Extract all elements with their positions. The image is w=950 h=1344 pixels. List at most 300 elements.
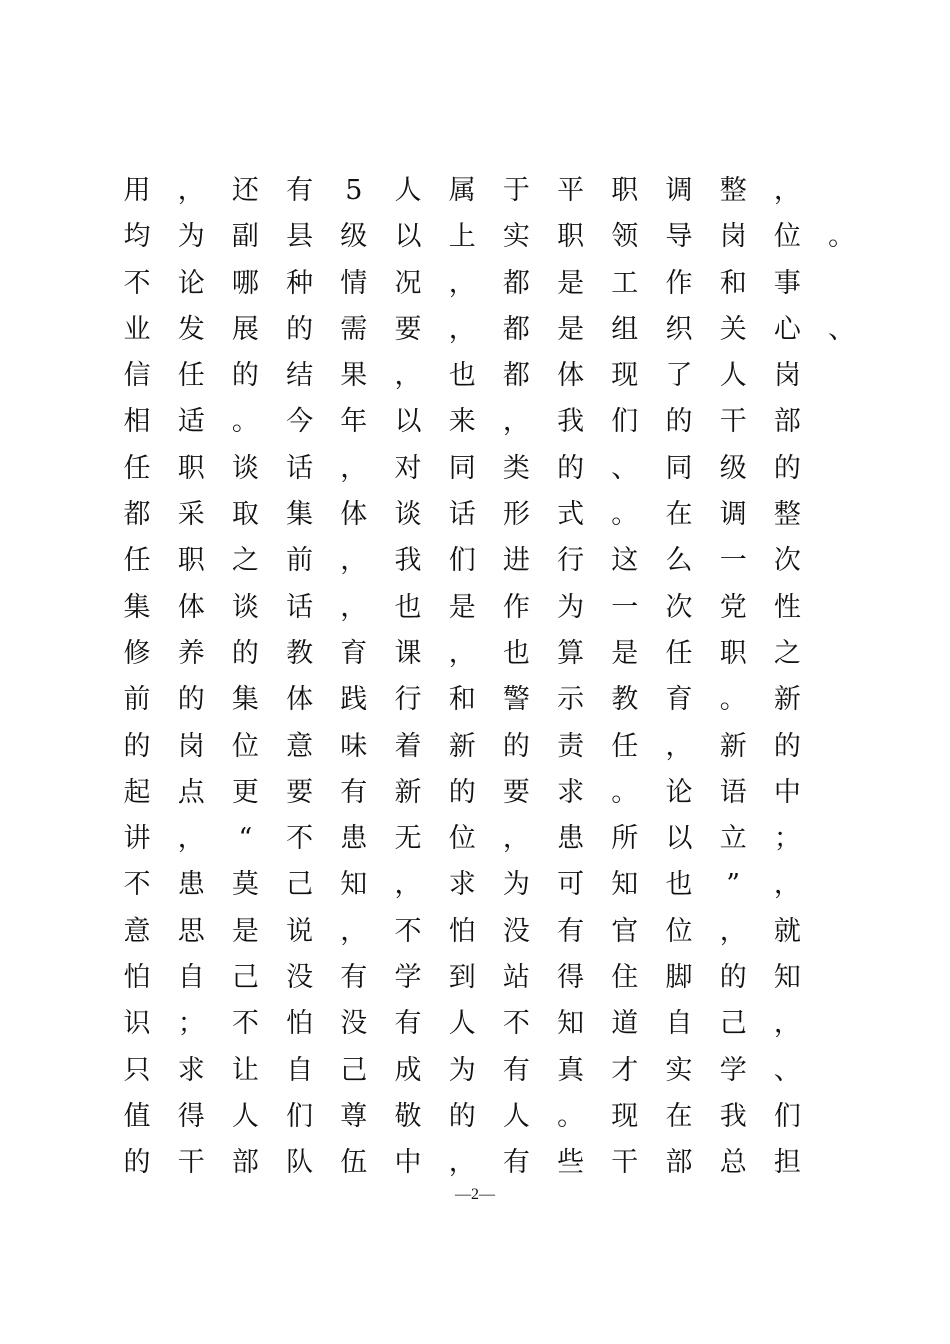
text-char: 的 [286,313,314,345]
text-char: 有 [340,776,368,808]
text-char: 知 [773,962,801,994]
text-char: ， [340,591,368,623]
text-char: ， [448,267,476,299]
text-char: 己 [231,962,259,994]
text-char: 育 [340,637,368,669]
text-char: 一 [719,545,747,577]
text-char: 担 [773,1147,801,1179]
text-char: 位 [665,915,693,947]
text-char: ， [502,406,530,438]
text-char: 工 [611,267,639,299]
text-char: 取 [231,499,259,531]
text-char: 属 [448,175,476,206]
text-char: 发 [177,313,205,345]
text-line [0,538,950,584]
text-char: 年 [340,406,368,438]
text-char: 求 [448,869,476,901]
text-char: 教 [611,684,639,716]
text-char: 、 [828,313,856,345]
text-char: 同 [665,452,693,484]
text-char: 之 [231,545,259,577]
text-char: 。 [828,221,856,253]
text-char: 之 [773,637,801,669]
text-char: 求 [557,776,585,808]
text-char: 。 [719,684,747,716]
text-char: ， [177,823,205,855]
text-char: 么 [665,545,693,577]
text-char: 5 [345,175,363,206]
text-char: 中 [773,776,801,808]
text-char: 起 [123,776,151,808]
text-char: 知 [557,1008,585,1040]
text-char: 适 [177,406,205,438]
text-char: 都 [123,499,151,531]
text-char: ， [448,637,476,669]
text-char: 不 [231,1008,259,1040]
text-char: 只 [123,1054,151,1086]
text-char: “ [238,823,253,855]
page-number: —2— [455,1186,495,1203]
text-char: 住 [611,962,639,994]
text-char: 怕 [448,915,476,947]
text-char: 没 [502,915,530,947]
text-char: ， [340,452,368,484]
text-char: 学 [394,962,422,994]
text-char: 中 [394,1147,422,1179]
text-char: 均 [123,221,151,253]
text-char: 讲 [123,823,151,855]
text-char: 任 [123,452,151,484]
text-char: 得 [177,1100,205,1132]
text-char: 对 [394,452,422,484]
text-char: 性 [773,591,801,623]
text-char: 职 [611,175,639,206]
text-char: 前 [286,545,314,577]
text-line [0,677,950,723]
text-char: 养 [177,637,205,669]
text-char: 心 [773,313,801,345]
text-char: 新 [448,730,476,762]
text-char: 怕 [123,962,151,994]
text-char: 论 [177,267,205,299]
text-char: 是 [557,313,585,345]
text-char: 体 [557,360,585,392]
text-char: 有 [394,1008,422,1040]
text-char: 论 [665,776,693,808]
text-char: 需 [340,313,368,345]
text-char: 行 [557,545,585,577]
text-char: 点 [177,776,205,808]
text-char: 集 [286,499,314,531]
text-char: 修 [123,637,151,669]
text-char: 和 [719,267,747,299]
text-char: 体 [177,591,205,623]
text-char: 进 [502,545,530,577]
text-line [0,1001,950,1047]
text-char: 。 [231,406,259,438]
text-char: 莫 [231,869,259,901]
text-char: 教 [286,637,314,669]
text-char: 队 [286,1147,314,1179]
text-char: 的 [448,776,476,808]
text-char: 的 [719,962,747,994]
text-char: 的 [231,637,259,669]
text-char: 不 [123,869,151,901]
text-char: 有 [286,175,314,206]
text-char: 们 [773,1100,801,1132]
text-char: 现 [611,1100,639,1132]
text-char: 。 [611,776,639,808]
text-char: 也 [502,637,530,669]
text-char: 关 [719,313,747,345]
text-char: 不 [502,1008,530,1040]
text-char: 采 [177,499,205,531]
text-char: 干 [177,1147,205,1179]
text-char: 调 [719,499,747,531]
text-char: 任 [177,360,205,392]
text-char: ， [773,175,801,206]
text-char: 到 [448,962,476,994]
text-char: 说 [286,915,314,947]
text-char: 要 [394,313,422,345]
text-char: 部 [231,1147,259,1179]
text-char: 副 [231,221,259,253]
text-char: 道 [611,1008,639,1040]
text-char: 用 [123,175,151,206]
text-char: 们 [286,1100,314,1132]
text-char: 没 [286,962,314,994]
text-char: 课 [394,637,422,669]
text-char: 站 [502,962,530,994]
text-char: ， [773,869,801,901]
text-char: 任 [123,545,151,577]
text-char: 示 [557,684,585,716]
text-char: 的 [231,360,259,392]
text-char: 真 [557,1054,585,1086]
text-char: 要 [502,776,530,808]
text-char: 都 [502,313,530,345]
text-char: 形 [502,499,530,531]
text-char: 县 [286,221,314,253]
text-char: 体 [286,684,314,716]
text-char: 意 [286,730,314,762]
text-char: 次 [773,545,801,577]
text-char: ， [340,915,368,947]
text-char: 们 [448,545,476,577]
text-char: 己 [719,1008,747,1040]
text-char: 哪 [231,267,259,299]
text-line [0,261,950,307]
text-char: 是 [557,267,585,299]
text-char: 况 [394,267,422,299]
text-char: 人 [719,360,747,392]
text-char: 谈 [231,452,259,484]
text-char: 为 [557,591,585,623]
text-line [0,399,950,445]
text-char: 实 [502,221,530,253]
text-char: 也 [665,869,693,901]
text-line [0,909,950,955]
text-char: 的 [665,406,693,438]
text-line [0,214,950,260]
text-char: 调 [665,175,693,206]
text-char: 味 [340,730,368,762]
text-char: 知 [611,869,639,901]
text-char: 为 [448,1054,476,1086]
text-char: 知 [340,869,368,901]
text-char: 和 [448,684,476,716]
text-char: 信 [123,360,151,392]
text-char: 些 [557,1147,585,1179]
text-line [0,307,950,353]
text-char: 情 [340,267,368,299]
text-char: 新 [773,684,801,716]
text-char: ； [773,823,801,855]
text-char: 的 [557,452,585,484]
text-char: 算 [557,637,585,669]
text-char: 相 [123,406,151,438]
text-line [0,585,950,631]
text-char: 为 [177,221,205,253]
text-char: 实 [665,1054,693,1086]
text-char: 今 [286,406,314,438]
text-char: 式 [557,499,585,531]
text-char: 人 [448,1008,476,1040]
text-char: 我 [557,406,585,438]
text-char: 值 [123,1100,151,1132]
text-char: 着 [394,730,422,762]
text-char: 我 [719,1100,747,1132]
text-char: 整 [719,175,747,206]
text-char: 次 [665,591,693,623]
text-char: 践 [340,684,368,716]
text-char: 上 [448,221,476,253]
text-char: 们 [611,406,639,438]
text-char: 患 [177,869,205,901]
text-char: 无 [394,823,422,855]
text-char: 都 [502,360,530,392]
text-char: 集 [231,684,259,716]
text-char: 没 [340,1008,368,1040]
text-char: 语 [719,776,747,808]
text-char: 岗 [177,730,205,762]
text-char: 人 [502,1100,530,1132]
text-char: 就 [773,915,801,947]
text-char: ， [394,360,422,392]
text-char: 前 [123,684,151,716]
text-char: 集 [123,591,151,623]
text-char: 为 [502,869,530,901]
text-char: 这 [611,545,639,577]
text-char: 脚 [665,962,693,994]
text-char: 体 [340,499,368,531]
text-char: 了 [665,360,693,392]
text-char: 业 [123,313,151,345]
text-char: 己 [340,1054,368,1086]
text-char: 官 [611,915,639,947]
text-char: 结 [286,360,314,392]
text-char: 尊 [340,1100,368,1132]
text-char: 干 [611,1147,639,1179]
text-char: 患 [557,823,585,855]
text-char: 自 [286,1054,314,1086]
text-char: 行 [394,684,422,716]
text-char: ， [177,175,205,206]
text-char: 位 [448,823,476,855]
text-char: 患 [340,823,368,855]
text-char: 岗 [719,221,747,253]
text-char: 以 [665,823,693,855]
text-char: 来 [448,406,476,438]
text-char: 我 [394,545,422,577]
text-char: 职 [177,452,205,484]
text-line [0,353,950,399]
text-char: 立 [719,823,747,855]
text-char: 思 [177,915,205,947]
text-char: 以 [394,221,422,253]
text-char: 任 [611,730,639,762]
text-char: 在 [665,1100,693,1132]
text-char: ， [719,915,747,947]
text-char: 类 [502,452,530,484]
text-char: 职 [557,221,585,253]
text-char: 责 [557,730,585,762]
text-char: 警 [502,684,530,716]
text-char: 的 [123,730,151,762]
text-char: 也 [448,360,476,392]
text-char: 、 [773,1054,801,1086]
text-char: 果 [340,360,368,392]
text-char: 党 [719,591,747,623]
text-char: 部 [665,1147,693,1179]
text-char: 职 [719,637,747,669]
text-char: 有 [502,1147,530,1179]
text-char: 话 [286,452,314,484]
text-char: 所 [611,823,639,855]
text-char: 是 [611,637,639,669]
text-char: 都 [502,267,530,299]
text-char: 领 [611,221,639,253]
text-char: 人 [231,1100,259,1132]
text-char: 展 [231,313,259,345]
text-char: 是 [231,915,259,947]
text-char: 位 [773,221,801,253]
text-line [0,770,950,816]
text-char: 自 [665,1008,693,1040]
text-char: 得 [557,962,585,994]
text-line [0,168,950,214]
text-char: ” [726,869,741,901]
text-line [0,1048,950,1094]
text-char: 整 [773,499,801,531]
text-line [0,631,950,677]
text-line [0,816,950,862]
text-char: 职 [177,545,205,577]
text-char: 的 [177,684,205,716]
text-char: 人 [394,175,422,206]
text-char: 种 [286,267,314,299]
text-char: 织 [665,313,693,345]
text-char: 新 [394,776,422,808]
text-char: 于 [502,175,530,206]
text-char: 同 [448,452,476,484]
text-char: 组 [611,313,639,345]
text-char: 怕 [286,1008,314,1040]
text-char: 才 [611,1054,639,1086]
text-char: 有 [557,915,585,947]
text-char: 级 [719,452,747,484]
text-char: ， [340,545,368,577]
text-line [0,446,950,492]
text-char: 更 [231,776,259,808]
text-char: 成 [394,1054,422,1086]
text-char: 可 [557,869,585,901]
text-char: 级 [340,221,368,253]
text-char: 还 [231,175,259,206]
body-text [0,168,950,1187]
text-char: 。 [611,499,639,531]
text-char: 作 [665,267,693,299]
text-char: 识 [123,1008,151,1040]
text-char: ， [448,1147,476,1179]
text-char: 现 [611,360,639,392]
text-char: 岗 [773,360,801,392]
text-char: 谈 [231,591,259,623]
text-char: 求 [177,1054,205,1086]
text-line [0,955,950,1001]
text-char: 的 [773,730,801,762]
text-line [0,1094,950,1140]
text-char: 的 [448,1100,476,1132]
text-char: 不 [286,823,314,855]
text-char: 位 [231,730,259,762]
text-char: 以 [394,406,422,438]
text-line [0,724,950,770]
text-char: ， [448,313,476,345]
text-char: 也 [394,591,422,623]
text-char: 学 [719,1054,747,1086]
text-char: 话 [448,499,476,531]
text-char: 事 [773,267,801,299]
text-char: ； [177,1008,205,1040]
text-char: 是 [448,591,476,623]
text-char: 敬 [394,1100,422,1132]
text-char: 育 [665,684,693,716]
text-line [0,1140,950,1186]
text-char: 作 [502,591,530,623]
text-char: 的 [123,1147,151,1179]
text-char: 话 [286,591,314,623]
text-char: 要 [286,776,314,808]
text-char: 不 [123,267,151,299]
text-char: 让 [231,1054,259,1086]
text-char: ， [502,823,530,855]
text-char: 在 [665,499,693,531]
text-char: 伍 [340,1147,368,1179]
text-line [0,492,950,538]
text-char: 干 [719,406,747,438]
text-char: 谈 [394,499,422,531]
text-char: 意 [123,915,151,947]
text-char: 己 [286,869,314,901]
text-char: 平 [557,175,585,206]
text-char: 一 [611,591,639,623]
text-char: 导 [665,221,693,253]
text-char: 的 [773,452,801,484]
text-char: ， [394,869,422,901]
text-char: 不 [394,915,422,947]
text-char: 的 [502,730,530,762]
